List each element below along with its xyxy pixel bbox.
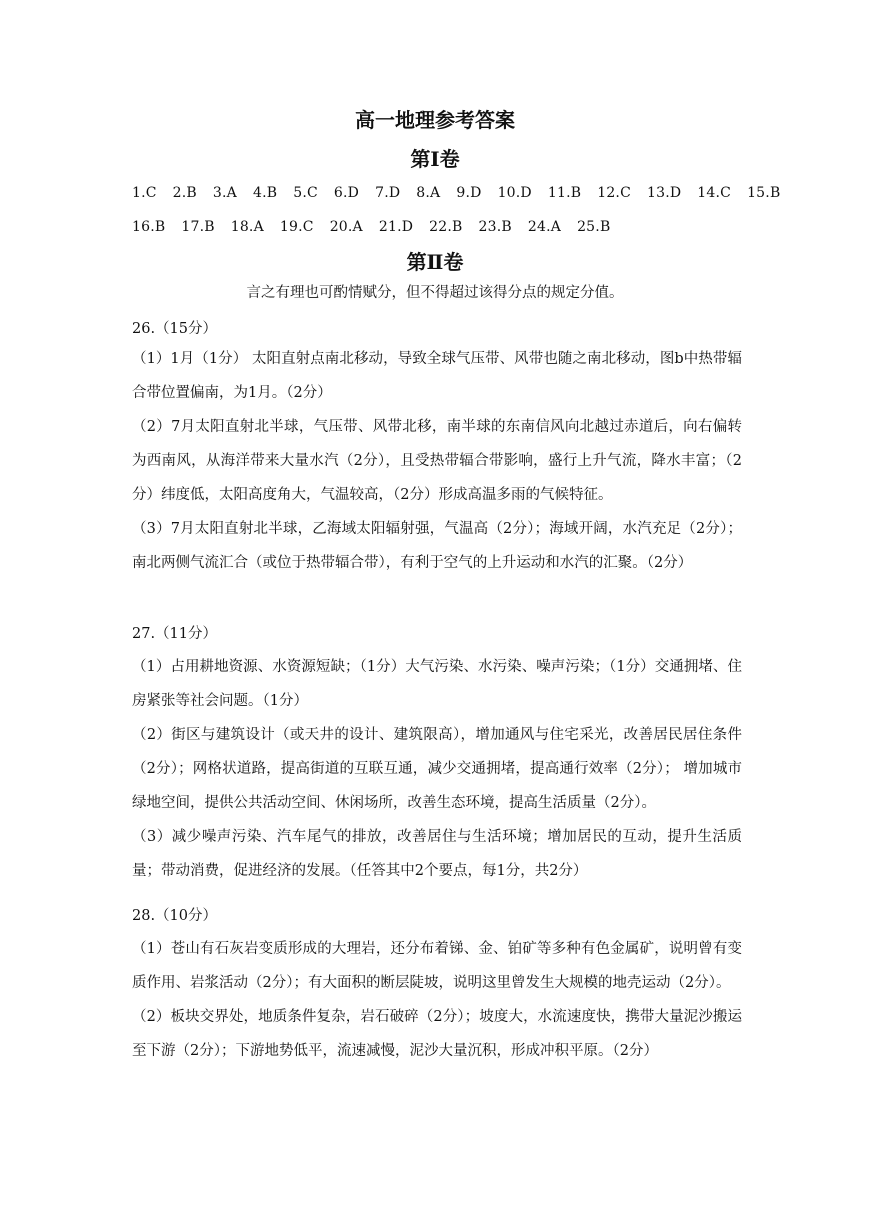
answer-2: 2.B xyxy=(172,185,197,201)
answer-12: 12.C xyxy=(597,185,631,201)
answer-4: 4.B xyxy=(253,185,278,201)
q26-item-2: （2）7月太阳直射北半球，气压带、风带北移，南半球的东南信风向北越过赤道后，向右偏转为西南风，从海洋带来大量水汽（2分），且受热带辐合带影响，盛行上升气流，降水丰富；（2分）纬度低，太阳高度角大，气温较高，（2分）形成高温多雨的气候特征。 xyxy=(132,419,742,503)
answer-16: 16.B xyxy=(132,219,166,235)
q28-item-2: （2）板块交界处，地质条件复杂，岩石破碎（2分）；坡度大，水流速度快，携带大量泥沙搬运至下游（2分）；下游地势低平，流速减慢，泥沙大量沉积，形成冲积平原。（2分） xyxy=(132,1009,742,1059)
question-27-header: 27.（11分） xyxy=(132,626,218,642)
part2-title: 第Ⅱ卷 xyxy=(406,250,464,274)
answer-23: 23.B xyxy=(478,219,512,235)
answer-10: 10.D xyxy=(497,185,532,201)
answer-18: 18.A xyxy=(230,219,264,235)
question-27-answers xyxy=(132,650,742,888)
answer-14: 14.C xyxy=(697,185,732,201)
answer-5: 5.C xyxy=(293,185,318,201)
answer-9: 9.D xyxy=(456,185,482,201)
part1-title: 第Ⅰ卷 xyxy=(410,147,460,171)
answer-6: 6.D xyxy=(333,185,360,201)
answer-20: 20.A xyxy=(329,219,363,235)
answer-11: 11.B xyxy=(547,185,582,201)
question-28-answers xyxy=(132,932,742,1068)
answer-19: 19.C xyxy=(279,219,314,235)
answer-22: 22.B xyxy=(429,219,463,235)
answer-1: 1.C xyxy=(132,185,157,201)
answer-13: 13.D xyxy=(647,185,682,201)
answer-8: 8.A xyxy=(416,185,441,201)
page-title: 高一地理参考答案 xyxy=(355,108,515,132)
grading-note: 言之有理也可酌情赋分，但不得超过该得分点的规定分值。 xyxy=(246,285,624,301)
answer-25: 25.B xyxy=(577,219,611,235)
question-26-answers xyxy=(132,342,742,580)
answers-row-2 xyxy=(132,219,752,235)
answer-3: 3.A xyxy=(212,185,237,201)
q27-item-1: （1）占用耕地资源、水资源短缺；（1分）大气污染、水污染、噪声污染；（1分）交通拥堵、住房紧张等社会问题。（1分） xyxy=(132,659,742,709)
answer-17: 17.B xyxy=(181,219,215,235)
answer-21: 21.D xyxy=(378,219,414,235)
answer-15: 15.B xyxy=(747,185,781,201)
q27-item-3: （3）减少噪声污染、汽车尾气的排放，改善居住与生活环境；增加居民的互动，提升生活质量；带动消费，促进经济的发展。（任答其中2个要点，每1分，共2分） xyxy=(132,829,742,879)
q28-item-1: （1）苍山有石灰岩变质形成的大理岩，还分布着锑、金、铂矿等多种有色金属矿，说明曾有变质作用、岩浆活动（2分）；有大面积的断层陡坡，说明这里曾发生大规模的地壳运动（2分）。 xyxy=(132,941,742,991)
q27-item-2: （2）街区与建筑设计（或天井的设计、建筑限高），增加通风与住宅采光，改善居民居住条件（2分）；网格状道路，提高街道的互联互通，减少交通拥堵，提高通行效率（2分）； 增加城市绿地空间，提供公共活动空间、休闲场所，改善生态环境，提高生活质量（2分）。 xyxy=(132,727,742,811)
answer-24: 24.A xyxy=(527,219,562,235)
question-26-header: 26.（15分） xyxy=(132,321,218,337)
q26-item-3: （3）7月太阳直射北半球，乙海域太阳辐射强，气温高（2分）；海域开阔，水汽充足（2分）；南北两侧气流汇合（或位于热带辐合带），有利于空气的上升运动和水汽的汇聚。（2分） xyxy=(132,521,742,571)
answer-7: 7.D xyxy=(375,185,401,201)
question-28-header: 28.（10分） xyxy=(132,908,218,924)
answers-row-1 xyxy=(132,185,781,201)
q26-item-1: （1）1月（1分） 太阳直射点南北移动，导致全球气压带、风带也随之南北移动，图b中热带辐合带位置偏南，为1月。（2分） xyxy=(132,351,742,401)
